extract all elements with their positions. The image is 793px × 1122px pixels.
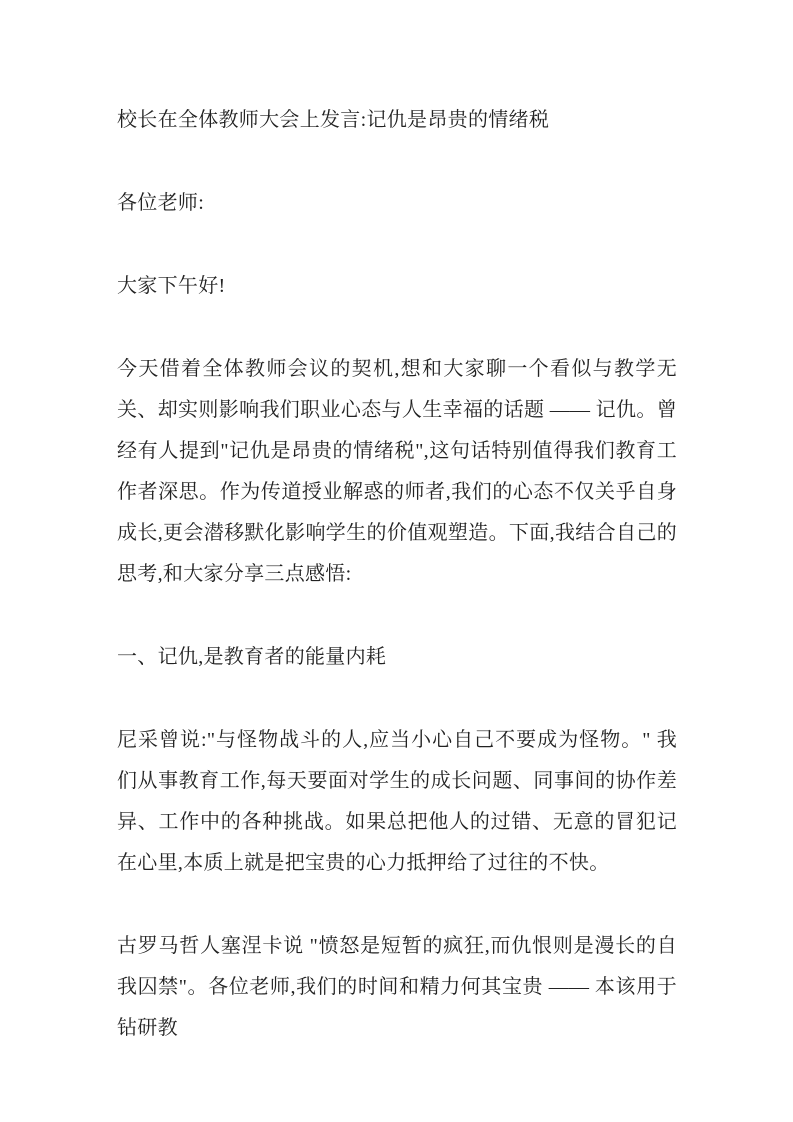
paragraph: 尼采曾说:"与怪物战斗的人,应当小心自己不要成为怪物。" 我们从事教育工作,每天要面对学生的成长问题、同事间的协作差异、工作中的各种挑战。如果总把他人的过错、无意的冒犯记在心里,本质上就是把宝贵的心力抵押给了过往的不快。	[117, 729, 677, 874]
paragraph: 大家下午好!	[117, 275, 226, 297]
paragraph: 各位老师:	[117, 192, 205, 214]
document-title: 校长在全体教师大会上发言:记仇是昂贵的情绪税	[117, 109, 550, 131]
paragraph: 今天借着全体教师会议的契机,想和大家聊一个看似与教学无关、却实则影响我们职业心态与人生幸福的话题 —— 记仇。曾经有人提到"记仇是昂贵的情绪税",这句话特别值得我们教育工作者深思。作为传道授业解惑的师者,我们的心态不仅关乎自身成长,更会潜移默化影响学生的价值观塑造。下面,我结合自己的思考,和大家分享三点感悟:	[117, 358, 677, 585]
paragraph: 古罗马哲人塞涅卡说 "愤怒是短暂的疯狂,而仇恨则是漫长的自我囚禁"。各位老师,我们的时间和精力何其宝贵 —— 本该用于钻研教	[117, 935, 677, 1039]
section-heading: 一、记仇,是教育者的能量内耗	[117, 646, 387, 668]
